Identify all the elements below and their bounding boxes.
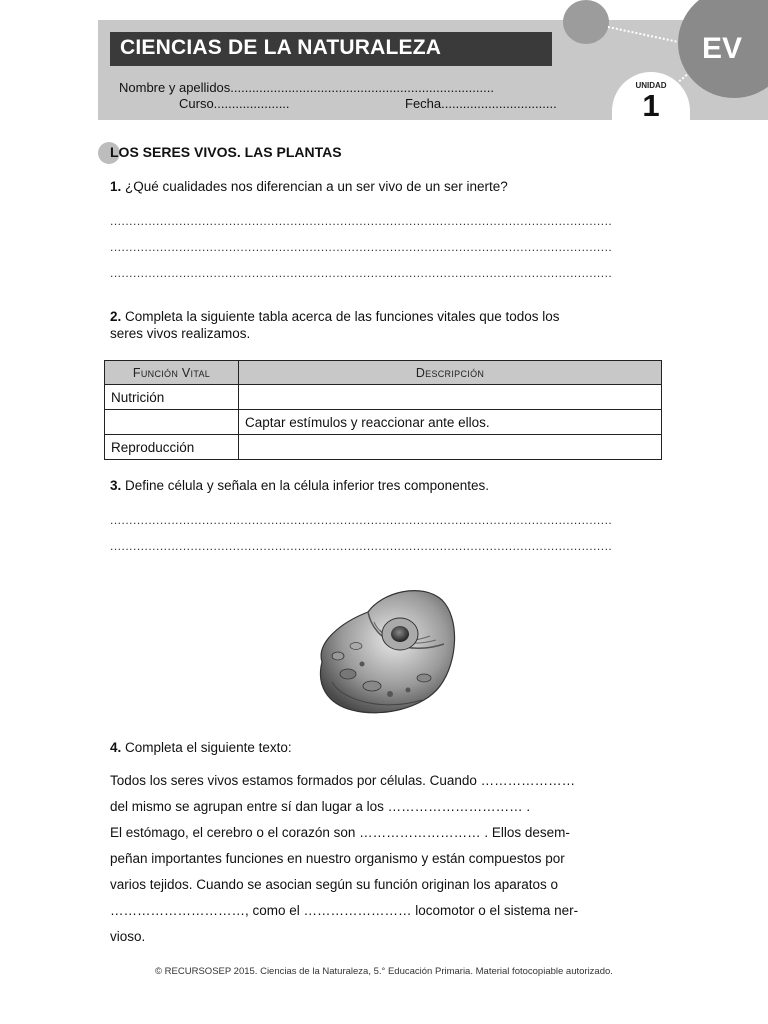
answer-line[interactable]: ................................................................................................................................... — [110, 539, 613, 553]
column-header-descripcion: Descripción — [239, 361, 662, 385]
paragraph-line[interactable]: Todos los seres vivos estamos formados por células. Cuando ………………… — [110, 773, 576, 788]
paragraph-line: vioso. — [110, 929, 146, 944]
page-title: CIENCIAS DE LA NATURALEZA — [120, 36, 442, 59]
question-1-number: 1. — [110, 179, 122, 194]
paragraph-line: peñan importantes funciones en nuestro organismo y están compuestos por — [110, 851, 565, 866]
paragraph-line: varios tejidos. Cuando se asocian según su función originan los aparatos o — [110, 877, 559, 892]
ev-badge: EV — [702, 32, 743, 65]
table-row — [105, 385, 662, 410]
answer-line[interactable]: ................................................................................................................................... — [110, 266, 613, 280]
table-cell: Reproducción — [105, 435, 239, 460]
answer-line[interactable]: ................................................................................................................................... — [110, 240, 613, 254]
question-2 — [110, 308, 560, 325]
question-3-text: Define célula y señala en la célula inferior tres componentes. — [121, 478, 489, 493]
question-2-text: Completa la siguiente tabla acerca de las funciones vitales que todos los — [121, 309, 560, 324]
fill-in-paragraph — [110, 768, 658, 950]
curso-field[interactable]: Curso..................... — [179, 96, 290, 111]
paragraph-line[interactable]: El estómago, el cerebro o el corazón son ……………………… . Ellos desem- — [110, 825, 570, 840]
question-1-text: ¿Qué cualidades nos diferencian a un ser vivo de un ser inerte? — [121, 179, 508, 194]
unidad-number: 1 — [642, 88, 660, 123]
paragraph-line[interactable]: …………………………, como el …………………… locomotor o el sistema ner- — [110, 903, 579, 918]
table-cell-blank[interactable] — [239, 435, 662, 460]
table-row — [105, 435, 662, 460]
column-header-funcion: Función Vital — [105, 361, 239, 385]
question-3-number: 3. — [110, 478, 122, 493]
table-cell-blank[interactable] — [239, 385, 662, 410]
cell-illustration — [312, 582, 458, 720]
question-3 — [110, 477, 489, 494]
answer-line[interactable]: ................................................................................................................................... — [110, 513, 613, 527]
fecha-field[interactable]: Fecha................................ — [405, 96, 557, 111]
answer-line[interactable]: ................................................................................................................................... — [110, 214, 613, 228]
unidad-label: UNIDAD — [635, 81, 667, 90]
table-row — [105, 410, 662, 435]
vital-functions-table — [104, 360, 662, 460]
footer-copyright: © RECURSOSEP 2015. Ciencias de la Naturaleza, 5.° Educación Primaria. Material fotocopiable autorizado. — [155, 966, 613, 977]
table-cell: Captar estímulos y reaccionar ante ellos. — [239, 410, 662, 435]
decorative-circle-small — [563, 0, 609, 44]
question-2-number: 2. — [110, 309, 122, 324]
question-2-continued: seres vivos realizamos. — [110, 326, 251, 341]
nombre-field[interactable]: Nombre y apellidos......................................................................... — [119, 80, 494, 95]
table-cell: Nutrición — [105, 385, 239, 410]
table-cell-blank[interactable] — [105, 410, 239, 435]
question-4-number: 4. — [110, 740, 122, 755]
question-4 — [110, 739, 292, 756]
table-header-row — [105, 361, 662, 385]
paragraph-line[interactable]: del mismo se agrupan entre sí dan lugar a los ………………………… . — [110, 799, 531, 814]
question-4-text: Completa el siguiente texto: — [121, 740, 292, 755]
question-1 — [110, 178, 508, 195]
section-title: LOS SERES VIVOS. LAS PLANTAS — [110, 144, 342, 160]
